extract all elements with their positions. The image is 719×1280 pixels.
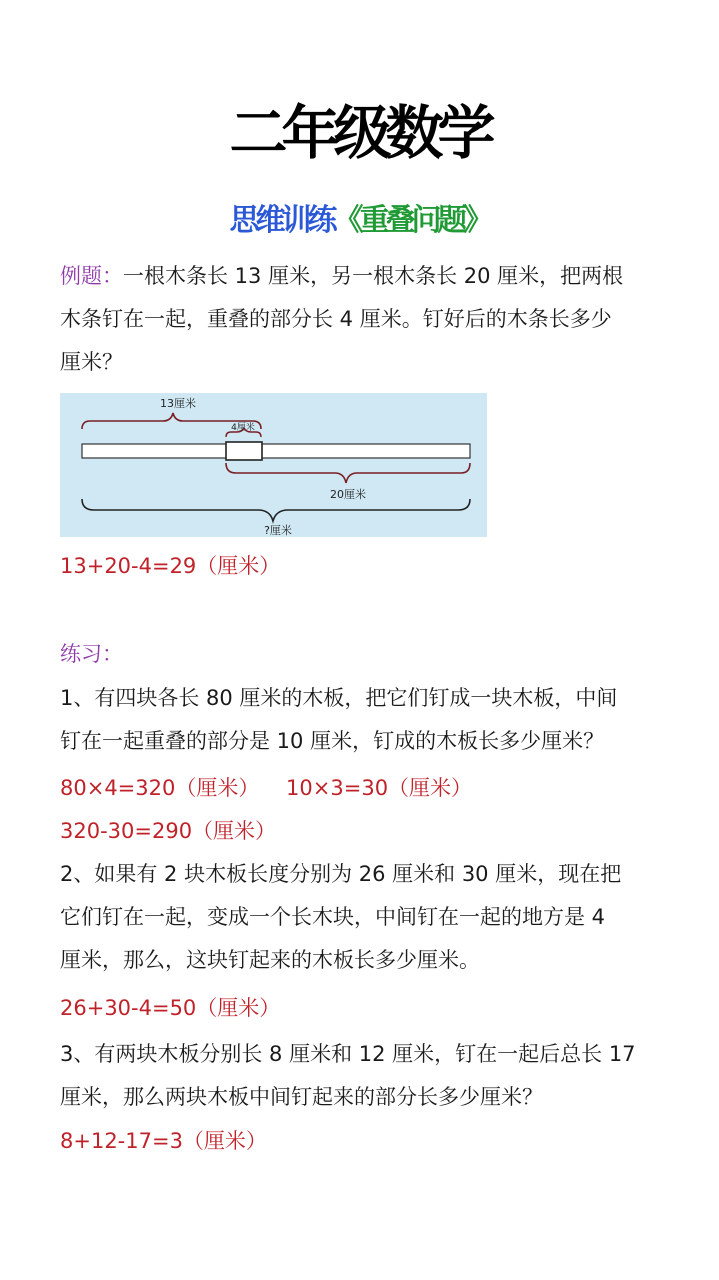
brace-20	[226, 463, 470, 483]
subtitle-problem-type: 《重叠问题》	[333, 203, 490, 238]
question-3	[60, 1033, 660, 1119]
practice-label: 练习：	[60, 642, 123, 666]
diagram-label-20: 20厘米	[330, 488, 366, 501]
question-2-line-1: 2、如果有 2 块木板长度分别为 26 厘米和 30 厘米，现在把	[60, 862, 622, 886]
overlap-diagram	[60, 393, 487, 537]
question-3-answer: 8+12-17=3（厘米）	[60, 1129, 267, 1153]
question-1-line-2: 钉在一起重叠的部分是 10 厘米，钉成的木板长多少厘米？	[60, 729, 605, 753]
overlap-box	[226, 442, 262, 460]
diagram-label-13: 13厘米	[160, 397, 196, 410]
wood-bar	[82, 444, 470, 458]
brace-total	[82, 499, 470, 521]
question-1-line-1: 1、有四块各长 80 厘米的木板，把它们钉成一块木板，中间	[60, 686, 618, 710]
example-line-3: 厘米？	[60, 350, 123, 374]
page-subtitle	[0, 200, 719, 242]
question-1-answer-2: 320-30=290（厘米）	[60, 819, 277, 843]
example-problem	[60, 255, 660, 384]
diagram-label-4: 4厘米	[231, 423, 255, 433]
diagram-label-total: ?厘米	[264, 524, 292, 537]
question-1-answer-1: 80×4=320（厘米） 10×3=30（厘米）	[60, 776, 473, 800]
page-title: 二年级数学	[229, 99, 490, 167]
question-2	[60, 853, 660, 982]
question-2-line-3: 厘米，那么，这块钉起来的木板长多少厘米。	[60, 948, 480, 972]
subtitle-topic: 思维训练	[229, 203, 334, 238]
question-3-line-1: 3、有两块木板分别长 8 厘米和 12 厘米，钉在一起后总长 17	[60, 1042, 636, 1066]
question-2-line-2: 它们钉在一起，变成一个长木块，中间钉在一起的地方是 4	[60, 905, 606, 929]
example-line-2: 木条钉在一起，重叠的部分长 4 厘米。钉好后的木条长多少	[60, 307, 612, 331]
example-answer: 13+20-4=29（厘米）	[60, 554, 281, 578]
example-label: 例题：	[60, 264, 123, 288]
practice-heading	[60, 633, 660, 676]
question-1	[60, 677, 660, 763]
question-2-answer: 26+30-4=50（厘米）	[60, 996, 281, 1020]
question-3-line-2: 厘米，那么两块木板中间钉起来的部分长多少厘米？	[60, 1085, 543, 1109]
example-line-1: 例题：一根木条长 13 厘米，另一根木条长 20 厘米，把两根	[60, 264, 624, 288]
